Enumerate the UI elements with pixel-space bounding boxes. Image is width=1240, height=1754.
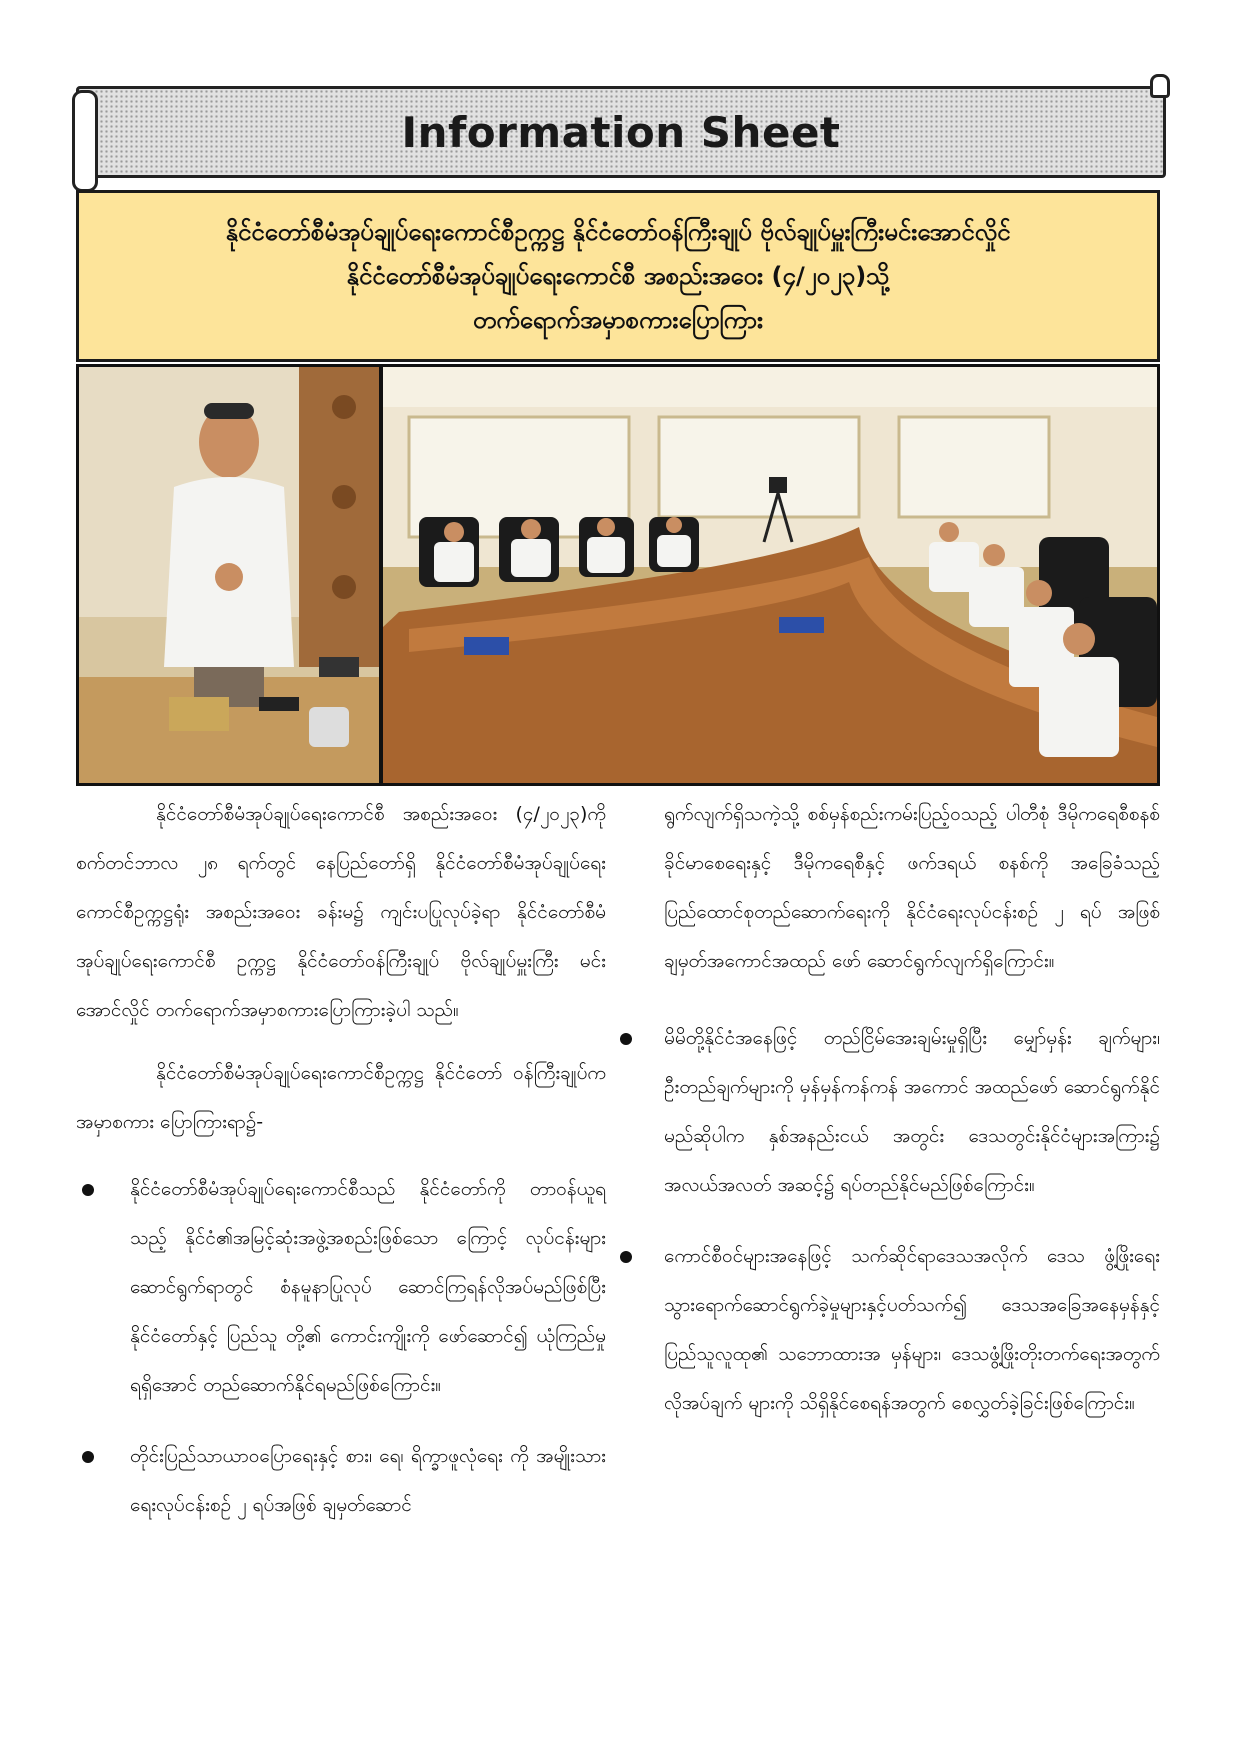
right-column (630, 790, 1160, 1428)
intro-paragraph: နိုင်ငံတော်စီမံအုပ်ချုပ်ရေးကောင်စီ အစည်းအဝေး (၄/၂၀၂၃)ကို စက်တင်ဘာလ ၂၈ ရက်တွင် နေပြည်တော်ရှိ နိုင်ငံတော်စီမံအုပ်ချုပ်ရေးကောင်စီဥက္ကဋ္ဌရုံး အစည်းအဝေး ခန်းမ၌ ကျင်းပပြုလုပ်ခဲ့ရာ နိုင်ငံတော်စီမံအုပ်ချုပ်ရေးကောင်စီ ဥက္ကဋ္ဌ နိုင်ငံတော်ဝန်ကြီးချုပ် ဗိုလ်ချုပ်မှူးကြီး မင်းအောင်လှိုင် တက်ရောက်အမှာစကားပြောကြားခဲ့ပါ သည်။ (76, 803, 606, 1021)
bullet-dot (620, 1033, 632, 1045)
speech-point-4 (630, 1232, 1160, 1428)
meeting-photo (76, 364, 1160, 786)
bullet-dot (82, 1451, 94, 1463)
banner-title: Information Sheet (401, 108, 841, 157)
speech-point-3 (630, 1014, 1160, 1210)
scroll-curl-right (1150, 74, 1170, 98)
headline-line-1: နိုင်ငံတော်စီမံအုပ်ချုပ်ရေးကောင်စီဥက္ကဋ္ဌ နိုင်ငံတော်ဝန်ကြီးချုပ် ဗိုလ်ချုပ်မှူးကြီးမင်းအောင်လှိုင် (225, 218, 1011, 246)
speech-point-1-text: နိုင်ငံတော်စီမံအုပ်ချုပ်ရေးကောင်စီသည် နိုင်ငံတော်ကို တာဝန်ယူရသည့် နိုင်ငံ၏အမြင့်ဆုံးအဖွဲ့အစည်းဖြစ်သော ကြောင့် လုပ်ငန်းများဆောင်ရွက်ရာတွင် စံနမူနာပြုလုပ် ဆောင်ကြရန်လိုအပ်မည်ဖြစ်ပြီး နိုင်ငံတော်နှင့် ပြည်သူ တို့၏ ကောင်းကျိုးကို ဖော်ဆောင်၍ ယုံကြည်မှုရရှိအောင် တည်ဆောက်နိုင်ရမည်ဖြစ်ကြောင်း။ (130, 1178, 606, 1396)
speech-point-3-text: မိမိတို့နိုင်ငံအနေဖြင့် တည်ငြိမ်အေးချမ်းမှုရှိပြီး မျှော်မှန်း ချက်များ၊ ဦးတည်ချက်များကို မှန်မှန်ကန်ကန် အကောင် အထည်ဖော် ဆောင်ရွက်နိုင်မည်ဆိုပါက နှစ်အနည်းငယ် အတွင်း ဒေသတွင်းနိုင်ငံများအကြား၌ အလယ်အလတ် အဆင့်၌ ရပ်တည်နိုင်မည်ဖြစ်ကြောင်း။ (664, 1027, 1161, 1196)
right-photo (383, 367, 1157, 783)
headline-box (76, 190, 1160, 362)
headline-line-2: နိုင်ငံတော်စီမံအုပ်ချုပ်ရေးကောင်စီ အစည်းအဝေး (၄/၂၀၂၃)သို့ (346, 262, 890, 290)
speech-point-1 (76, 1165, 606, 1410)
speech-point-2-continuation: ရွက်လျက်ရှိသကဲ့သို့ စစ်မှန်စည်းကမ်းပြည့်ဝသည့် ပါတီစုံ ဒီမိုကရေစီစနစ်ခိုင်မာစေရေးနှင့် ဒီမိုကရေစီနှင့် ဖက်ဒရယ် စနစ်ကို အခြေခံသည့် ပြည်ထောင်စုတည်ဆောက်ရေးကို နိုင်ငံရေးလုပ်ငန်းစဉ် ၂ ရပ် အဖြစ် ချမှတ်အကောင်အထည် ဖော် ဆောင်ရွက်လျက်ရှိကြောင်း။ (664, 803, 1160, 972)
speech-points-right (630, 1014, 1160, 1428)
bullet-dot (82, 1184, 94, 1196)
speech-point-2-text: တိုင်းပြည်သာယာဝပြောရေးနှင့် စား၊ ရေ၊ ရိက္ခာဖူလုံရေး ကို အမျိုးသားရေးလုပ်ငန်းစဉ် ၂ ရပ်အဖြစ် ချမှတ်ဆောင် (130, 1445, 606, 1516)
left-photo (79, 367, 379, 783)
left-column (76, 790, 606, 1530)
bullet-dot (620, 1251, 632, 1263)
speech-point-2 (76, 1432, 606, 1530)
information-sheet-banner (76, 86, 1166, 178)
headline-line-3: တက်ရောက်အမှာစကားပြောကြား (472, 306, 764, 334)
meeting-photo-illustration (79, 367, 1157, 783)
speech-points-left (76, 1165, 606, 1530)
speech-intro-paragraph: နိုင်ငံတော်စီမံအုပ်ချုပ်ရေးကောင်စီဥက္ကဋ္ဌ နိုင်ငံတော် ဝန်ကြီးချုပ်က အမှာစကား ပြောကြားရာ၌- (76, 1062, 606, 1133)
speech-point-4-text: ကောင်စီဝင်များအနေဖြင့် သက်ဆိုင်ရာဒေသအလိုက် ဒေသ ဖွံ့ဖြိုးရေး သွားရောက်ဆောင်ရွက်ခဲ့မှုများနှင့်ပတ်သက်၍ ဒေသအခြေအနေမှန်နှင့် ပြည်သူလူထု၏ သဘောထားအ မှန်များ၊ ဒေသဖွံ့ဖြိုးတိုးတက်ရေးအတွက် လိုအပ်ချက် များကို သိရှိနိုင်စေရန်အတွက် စေလွှတ်ခဲ့ခြင်းဖြစ်ကြောင်း။ (664, 1245, 1160, 1414)
